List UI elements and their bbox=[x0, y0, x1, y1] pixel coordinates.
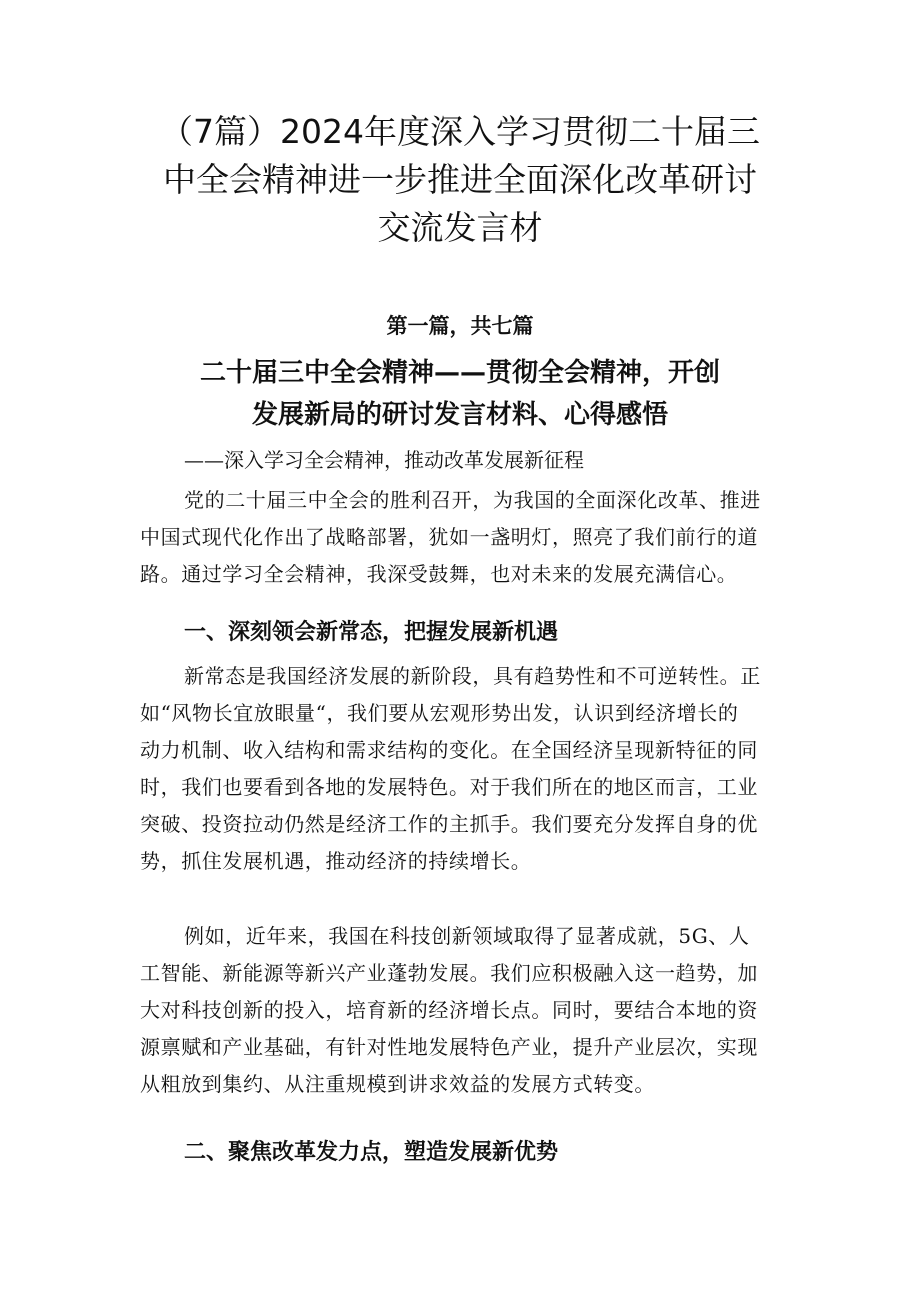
paragraph-1 bbox=[140, 658, 785, 880]
paragraph-2 bbox=[140, 918, 785, 1103]
title-line: 交流发言材 bbox=[377, 208, 543, 247]
paragraph-line: 如“风物长宜放眼量“，我们要从宏观形势出发，认识到经济增长的 bbox=[140, 701, 739, 725]
part-label: 第一篇，共七篇 bbox=[386, 314, 534, 338]
paragraph-line: 新常态是我国经济发展的新阶段，具有趋势性和不可逆转性。正 bbox=[184, 664, 761, 688]
intro-paragraph bbox=[140, 482, 785, 593]
paragraph-line: 动力机制、收入结构和需求结构的变化。在全国经济呈现新特征的同 bbox=[140, 738, 758, 762]
paragraph-line: 势，抓住发展机遇，推动经济的持续增长。 bbox=[140, 849, 532, 873]
paragraph-line: 时，我们也要看到各地的发展特色。对于我们所在的地区而言，工业 bbox=[140, 775, 758, 799]
paragraph-line: 大对科技创新的投入，培育新的经济增长点。同时，要结合本地的资 bbox=[140, 998, 758, 1022]
document-title bbox=[120, 108, 800, 252]
paragraph-line: 党的二十届三中全会的胜利召开，为我国的全面深化改革、推进 bbox=[184, 488, 761, 512]
paragraph-line: 从粗放到集约、从注重规模到讲求效益的发展方式转变。 bbox=[140, 1072, 655, 1096]
title-line: 中全会精神进一步推进全面深化改革研讨 bbox=[163, 160, 757, 199]
tagline: ——深入学习全会精神，推动改革发展新征程 bbox=[184, 448, 584, 472]
paragraph-line: 中国式现代化作出了战略部署，犹如一盏明灯，照亮了我们前行的道 bbox=[140, 525, 758, 549]
paragraph-line: 源禀赋和产业基础，有针对性地发展特色产业，提升产业层次，实现 bbox=[140, 1035, 758, 1059]
article-subtitle bbox=[150, 352, 770, 436]
paragraph-line: 例如，近年来，我国在科技创新领域取得了显著成就，5G、人 bbox=[184, 924, 750, 948]
subtitle-line: 发展新局的研讨发言材料、心得感悟 bbox=[251, 400, 668, 430]
title-line: （7篇）2024年度深入学习贯彻二十届三 bbox=[160, 112, 760, 151]
section-heading-1: 一、深刻领会新常态，把握发展新机遇 bbox=[184, 620, 559, 645]
paragraph-line: 突破、投资拉动仍然是经济工作的主抓手。我们要充分发挥自身的优 bbox=[140, 812, 758, 836]
paragraph-line: 路。通过学习全会精神，我深受鼓舞，也对未来的发展充满信心。 bbox=[140, 562, 738, 586]
subtitle-line: 二十届三中全会精神——贯彻全会精神，开创 bbox=[199, 358, 720, 388]
paragraph-line: 工智能、新能源等新兴产业蓬勃发展。我们应积极融入这一趋势，加 bbox=[140, 961, 758, 985]
section-heading-2: 二、聚焦改革发力点，塑造发展新优势 bbox=[184, 1140, 559, 1165]
